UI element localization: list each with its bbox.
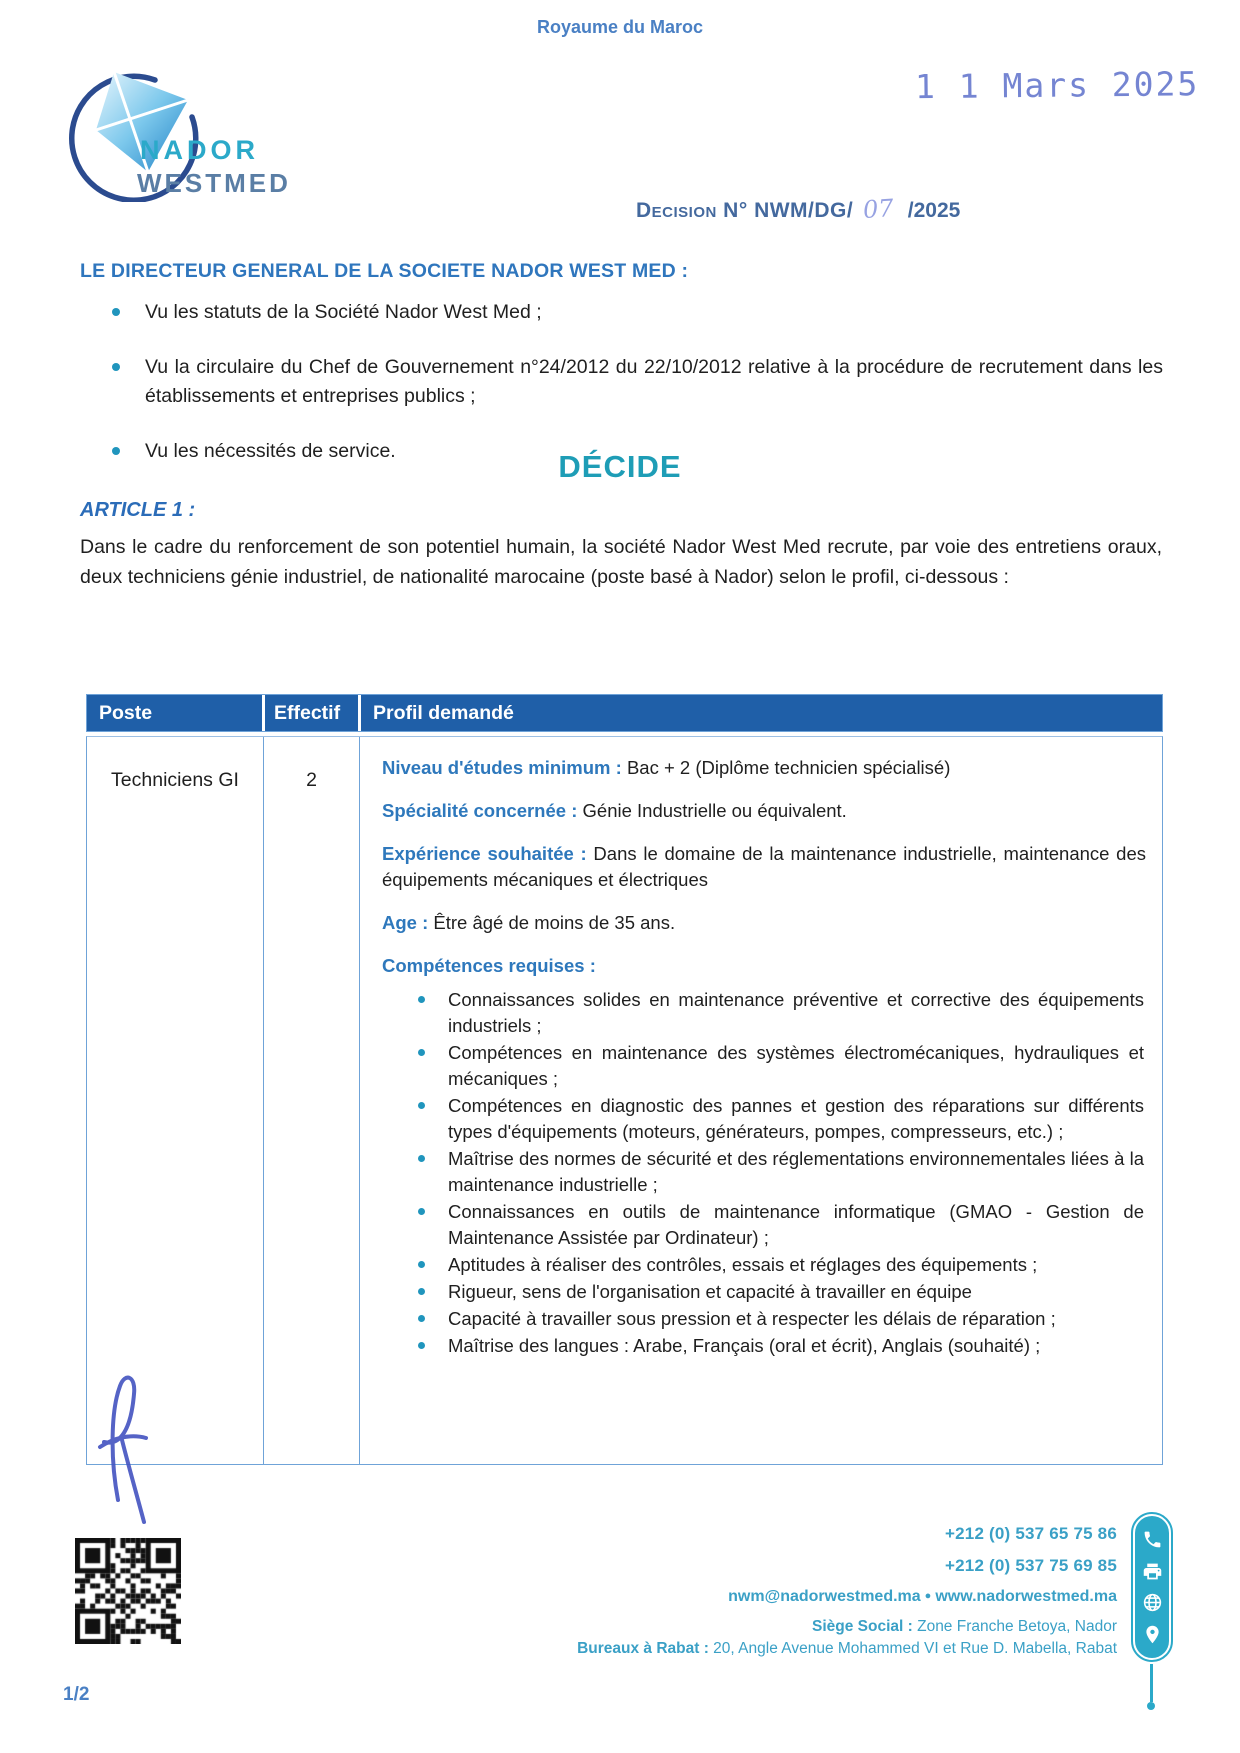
field-value: Bac + 2 (Diplôme technicien spécialisé) xyxy=(626,757,951,778)
bullet-icon xyxy=(418,1342,425,1349)
field-value: Dans le domaine de la maintenance industrielle, maintenance des équipements mécaniques et électriques xyxy=(382,843,1146,890)
competence-text: Connaissances en outils de maintenance informatique (GMAO - Gestion de Maintenance Assistée par Ordinateur) ; xyxy=(448,1201,1144,1248)
siege-label: Siège Social : xyxy=(812,1618,913,1635)
decide-title: DÉCIDE xyxy=(558,449,682,484)
bullet-icon xyxy=(112,363,120,371)
rabat-label: Bureaux à Rabat : xyxy=(577,1640,709,1657)
cell-profil xyxy=(360,737,1162,1464)
competence-text: Rigueur, sens de l'organisation et capacité à travailler en équipe xyxy=(448,1281,972,1302)
list-item xyxy=(382,1279,1146,1305)
capsule-tail-line xyxy=(1150,1664,1153,1702)
consideration-text: Vu les statuts de la Société Nador West Med ; xyxy=(145,301,542,323)
footer-contact-block xyxy=(557,1524,1117,1660)
cell-effectif: 2 xyxy=(264,737,360,1464)
list-item xyxy=(382,1252,1146,1278)
decision-prefix: Decision N° NWM/DG/ xyxy=(636,199,854,222)
competence-text: Connaissances solides en maintenance préventive et corrective des équipements industriels ; xyxy=(448,989,1144,1036)
recruitment-table xyxy=(86,694,1163,1465)
column-header-poste: Poste xyxy=(87,695,265,731)
competence-text: Aptitudes à réaliser des contrôles, essais et réglages des équipements ; xyxy=(448,1254,1038,1275)
article-1-title: ARTICLE 1 : xyxy=(80,499,196,521)
dot-separator-icon: ● xyxy=(924,1590,932,1602)
list-item xyxy=(382,987,1146,1039)
bullet-icon xyxy=(418,1261,425,1268)
phone-number-2: +212 (0) 537 75 69 85 xyxy=(945,1556,1117,1575)
decision-handwritten-number: 07 xyxy=(862,193,895,225)
signature-ink-mark xyxy=(70,1350,230,1535)
logo-wordmark-westmed: WESTMED xyxy=(137,168,291,198)
field-value: Être âgé de moins de 35 ans. xyxy=(433,912,676,933)
siege-social-line xyxy=(557,1616,1117,1638)
bullet-icon xyxy=(418,1102,425,1109)
list-item xyxy=(382,1040,1146,1092)
column-header-profil: Profil demandé xyxy=(373,702,514,724)
profile-field xyxy=(382,798,1146,824)
field-label: Age xyxy=(382,912,417,933)
date-stamp: 1 1 Mars 2025 xyxy=(914,64,1200,107)
bullet-icon xyxy=(418,996,425,1003)
website-url: www.nadorwestmed.ma xyxy=(935,1588,1117,1605)
logo-wordmark-nador: NADOR xyxy=(140,135,259,165)
list-item xyxy=(382,1333,1146,1359)
email-website-line xyxy=(557,1588,1117,1606)
profile-field xyxy=(382,841,1146,893)
bullet-icon xyxy=(418,1208,425,1215)
field-label: Spécialité concernée xyxy=(382,800,567,821)
bullet-icon xyxy=(418,1315,425,1322)
decision-number-line xyxy=(636,195,960,223)
list-item xyxy=(382,1306,1146,1332)
page-number: 1/2 xyxy=(63,1684,90,1705)
competences-title: Compétences requises : xyxy=(382,955,596,976)
list-item xyxy=(112,298,1163,327)
competence-text: Compétences en maintenance des systèmes électromécaniques, hydrauliques et mécaniques ; xyxy=(448,1042,1144,1089)
competence-text: Capacité à travailler sous pression et à respecter les délais de réparation ; xyxy=(448,1308,1056,1329)
article-1-body: Dans le cadre du renforcement de son potentiel humain, la société Nador West Med recrute, par voie des entretiens oraux, deux techniciens génie industriel, de nationalité marocaine (poste basé à Nador) selon le profil, ci-dessous : xyxy=(80,536,1162,588)
rabat-office-line xyxy=(557,1638,1117,1660)
consideration-text: Vu la circulaire du Chef de Gouvernement n°24/2012 du 22/10/2012 relative à la procédure de recrutement dans les établissements et entreprises publics ; xyxy=(145,356,1163,407)
kingdom-title: Royaume du Maroc xyxy=(536,17,704,37)
column-header-effectif: Effectif xyxy=(265,695,361,731)
profile-field xyxy=(382,755,1146,781)
competence-text: Compétences en diagnostic des pannes et gestion des réparations sur différents types d'équipements (moteurs, générateurs, pompes, compresseurs, etc.) ; xyxy=(448,1095,1144,1142)
location-pin-icon xyxy=(1142,1624,1163,1645)
bullet-icon xyxy=(112,308,120,316)
profile-field xyxy=(382,910,1146,936)
director-heading: LE DIRECTEUR GENERAL DE LA SOCIETE NADOR WEST MED : xyxy=(80,260,689,282)
contact-icons-capsule xyxy=(1131,1512,1173,1662)
capsule-tail-dot xyxy=(1147,1702,1155,1710)
competence-text: Maîtrise des normes de sécurité et des réglementations environnementales liées à la maintenance industrielle ; xyxy=(448,1148,1144,1195)
field-colon: : xyxy=(573,843,594,864)
cell-poste: Techniciens GI xyxy=(87,737,264,1464)
rabat-value: 20, Angle Avenue Mohammed VI et Rue D. Mabella, Rabat xyxy=(708,1640,1117,1657)
field-value: Génie Industrielle ou équivalent. xyxy=(582,800,847,821)
phone-number-1: +212 (0) 537 65 75 86 xyxy=(945,1524,1117,1543)
table-header-row xyxy=(86,694,1163,732)
list-item xyxy=(382,1199,1146,1251)
bullet-icon xyxy=(418,1288,425,1295)
consideration-text: Vu les nécessités de service. xyxy=(145,440,396,462)
field-colon: : xyxy=(416,912,434,933)
field-colon: : xyxy=(610,757,627,778)
list-item xyxy=(382,1093,1146,1145)
globe-icon xyxy=(1142,1592,1163,1613)
fax-icon xyxy=(1142,1561,1163,1582)
contact-icons-strip xyxy=(1135,1516,1169,1658)
siege-value: Zone Franche Betoya, Nador xyxy=(912,1618,1117,1635)
list-item xyxy=(112,353,1163,411)
email-address: nwm@nadorwestmed.ma xyxy=(728,1588,921,1605)
competence-text: Maîtrise des langues : Arabe, Français (oral et écrit), Anglais (souhaité) ; xyxy=(448,1335,1041,1356)
field-colon: : xyxy=(566,800,583,821)
qr-code xyxy=(75,1538,181,1644)
decision-suffix: /2025 xyxy=(907,199,961,222)
field-label: Niveau d'études minimum xyxy=(382,757,611,778)
field-label: Expérience souhaitée xyxy=(382,843,574,864)
phone-icon xyxy=(1142,1529,1163,1550)
list-item xyxy=(382,1146,1146,1198)
bullet-icon xyxy=(418,1155,425,1162)
bullet-icon xyxy=(418,1049,425,1056)
table-row xyxy=(86,736,1163,1465)
